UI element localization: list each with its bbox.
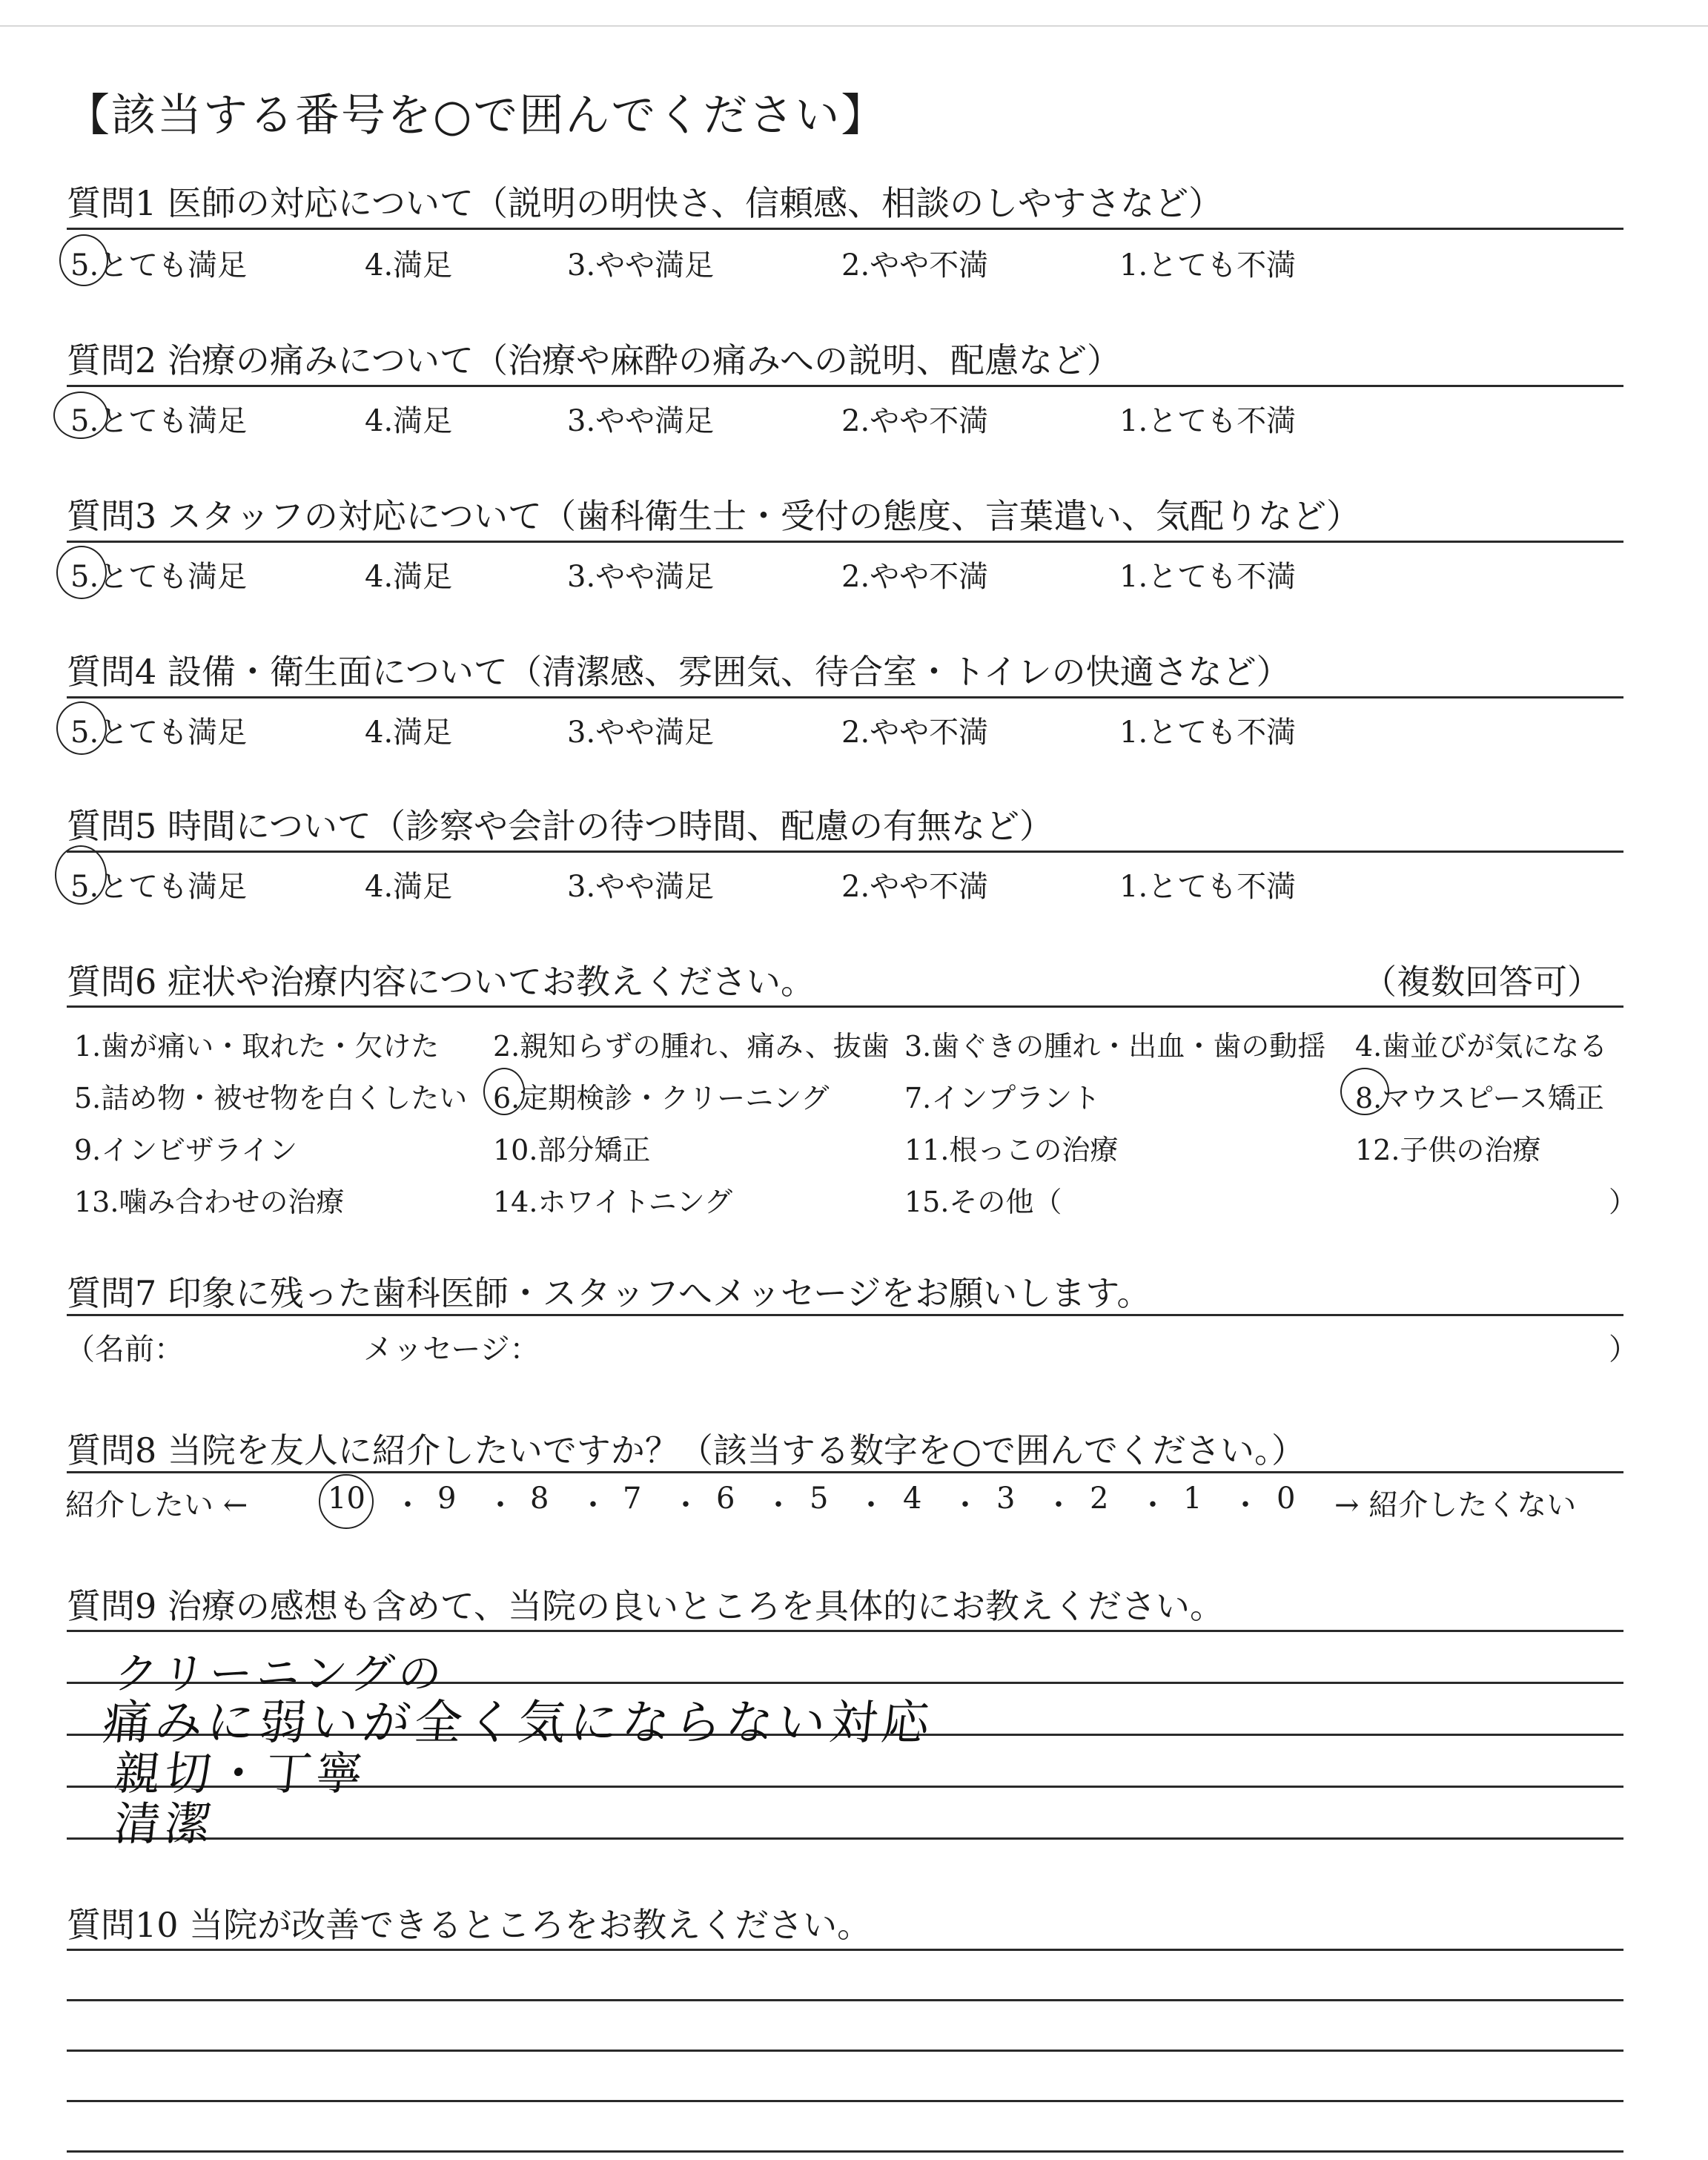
q8-sep: ・ [1138,1488,1168,1522]
q1-option-1[interactable]: 1.とても不満 [1119,248,1297,283]
q9-handwritten-2: 痛みに弱いが全く気にならない対応 [100,1696,937,1751]
q4-option-2[interactable]: 2.やや不満 [841,716,989,750]
q8-sep: ・ [856,1488,886,1522]
q1-option-3[interactable]: 3.やや満足 [567,248,715,283]
q6-option-9[interactable]: 9.インビザライン [74,1134,298,1166]
q5-option-4[interactable]: 4.満足 [365,870,453,904]
q8-sep: ・ [393,1488,423,1522]
question-3-title: 質問3 スタッフの対応について（歯科衛生士・受付の態度、言葉遣い、気配りなど） [67,496,1360,536]
q8-sep: ・ [1044,1488,1073,1522]
q5-option-1[interactable]: 1.とても不満 [1119,870,1297,904]
question-1-title: 質問1 医師の対応について（説明の明快さ、信頼感、相談のしやすさなど） [67,183,1223,223]
q8-sep: ・ [1231,1488,1260,1522]
q6-option-7[interactable]: 7.インプラント [904,1082,1101,1114]
q7-name-label: （名前： [65,1332,184,1367]
q6-option-8[interactable]: 8.マウスピース矯正 [1355,1082,1604,1114]
q9-handwritten-3: 親切・丁寧 [111,1746,370,1800]
question-2-title: 質問2 治療の痛みについて（治療や麻酔の痛みへの説明、配慮など） [67,340,1122,380]
q8-value-6[interactable]: 6 [716,1482,735,1516]
q10-line-4 [67,2100,1623,2102]
q8-sep: ・ [671,1488,701,1522]
q1-option-5[interactable]: 5.とても満足 [70,248,248,283]
question-6-note: （複数回答可） [1363,962,1601,1002]
question-7-rule [67,1314,1623,1316]
q6-option-14[interactable]: 14.ホワイトニング [493,1186,733,1218]
q8-value-3[interactable]: 3 [996,1482,1016,1516]
q8-value-4[interactable]: 4 [903,1482,922,1516]
q2-option-3[interactable]: 3.やや満足 [567,404,715,438]
question-1-rule [67,228,1623,230]
q1-option-2[interactable]: 2.やや不満 [841,248,989,283]
q5-answer-circle [55,845,107,905]
q2-answer-circle [53,392,108,439]
q6-option-6[interactable]: 6.定期検診・クリーニング [493,1082,830,1114]
q3-answer-circle [56,546,107,599]
q8-sep: ・ [578,1488,608,1522]
q4-answer-circle [56,701,107,755]
question-6-title: 質問6 症状や治療内容についてお教えください。 [67,962,815,1002]
q8-value-0[interactable]: 0 [1277,1482,1296,1516]
question-2-rule [67,385,1623,387]
q6-option-10[interactable]: 10.部分矯正 [493,1134,651,1166]
q8-right-label: → 紹介したくない [1334,1488,1577,1522]
q4-option-5[interactable]: 5.とても満足 [70,716,248,750]
q6-answer-circle-6 [483,1068,525,1115]
q8-sep: ・ [486,1488,515,1522]
question-4-title: 質問4 設備・衛生面について（清潔感、雰囲気、待合室・トイレの快適さなど） [67,652,1291,692]
q8-sep: ・ [764,1488,793,1522]
q3-option-2[interactable]: 2.やや不満 [841,560,989,594]
q6-option-4[interactable]: 4.歯並びが気になる [1355,1030,1608,1063]
q8-value-9[interactable]: 9 [437,1482,457,1516]
q9-handwritten-4: 清潔 [111,1797,219,1851]
q10-line-5 [67,2150,1623,2153]
q3-option-4[interactable]: 4.満足 [365,560,453,594]
q1-answer-circle [59,234,108,286]
q9-line-1 [67,1630,1623,1632]
q4-option-1[interactable]: 1.とても不満 [1119,716,1297,750]
q2-option-4[interactable]: 4.満足 [365,404,453,438]
q10-line-3 [67,2050,1623,2052]
q6-option-13[interactable]: 13.噛み合わせの治療 [74,1186,345,1218]
question-4-rule [67,696,1623,698]
q2-option-1[interactable]: 1.とても不満 [1119,404,1297,438]
q6-option-3[interactable]: 3.歯ぐきの腫れ・出血・歯の動揺 [904,1030,1326,1063]
q1-option-4[interactable]: 4.満足 [365,248,453,283]
scan-edge [0,25,1708,27]
question-8-title: 質問8 当院を友人に紹介したいですか？（該当する数字を○で囲んでください。） [67,1430,1306,1470]
question-6-rule [67,1005,1623,1008]
q8-value-8[interactable]: 8 [530,1482,549,1516]
q8-answer-circle [319,1474,374,1529]
question-5-title: 質問5 時間について（診察や会計の待つ時間、配慮の有無など） [67,806,1053,846]
q6-other-close: ） [1609,1186,1638,1218]
q6-option-12[interactable]: 12.子供の治療 [1355,1134,1541,1166]
q10-line-2 [67,1999,1623,2001]
question-9-title: 質問9 治療の感想も含めて、当院の良いところを具体的にお教えください。 [67,1586,1224,1626]
q10-line-1 [67,1949,1623,1951]
q8-left-label: 紹介したい ← [65,1488,248,1522]
q8-value-1[interactable]: 1 [1183,1482,1202,1516]
q6-option-15[interactable]: 15.その他（ [904,1186,1062,1218]
q3-option-1[interactable]: 1.とても不満 [1119,560,1297,594]
q8-sep: ・ [950,1488,980,1522]
q2-option-2[interactable]: 2.やや不満 [841,404,989,438]
q6-option-11[interactable]: 11.根っこの治療 [904,1134,1119,1166]
q4-option-3[interactable]: 3.やや満足 [567,716,715,750]
q4-option-4[interactable]: 4.満足 [365,716,453,750]
q8-value-5[interactable]: 5 [810,1482,829,1516]
q5-option-5[interactable]: 5.とても満足 [70,870,248,904]
q5-option-3[interactable]: 3.やや満足 [567,870,715,904]
q2-option-5[interactable]: 5.とても満足 [70,404,248,438]
q8-value-7[interactable]: 7 [623,1482,642,1516]
q8-value-10[interactable]: 10 [328,1482,365,1516]
q9-handwritten-1: クリーニングの [111,1648,448,1699]
q7-close: ） [1609,1332,1638,1367]
q6-answer-circle-8 [1340,1068,1389,1115]
question-8-rule [67,1471,1623,1473]
instruction-header: 【該当する番号を○で囲んでください】 [65,90,887,142]
q3-option-3[interactable]: 3.やや満足 [567,560,715,594]
q9-line-5 [67,1837,1623,1840]
question-3-rule [67,541,1623,543]
q5-option-2[interactable]: 2.やや不満 [841,870,989,904]
question-5-rule [67,851,1623,853]
q6-option-5[interactable]: 5.詰め物・被せ物を白くしたい [74,1082,468,1114]
q8-value-2[interactable]: 2 [1090,1482,1109,1516]
q6-option-1[interactable]: 1.歯が痛い・取れた・欠けた [74,1030,440,1063]
q6-option-2[interactable]: 2.親知らずの腫れ、痛み、抜歯 [493,1030,890,1063]
question-10-title: 質問10 当院が改善できるところをお教えください。 [67,1905,872,1945]
q3-option-5[interactable]: 5.とても満足 [70,560,248,594]
q7-message-label: メッセージ： [363,1332,540,1367]
question-7-title: 質問7 印象に残った歯科医師・スタッフへメッセージをお願いします。 [67,1273,1151,1313]
